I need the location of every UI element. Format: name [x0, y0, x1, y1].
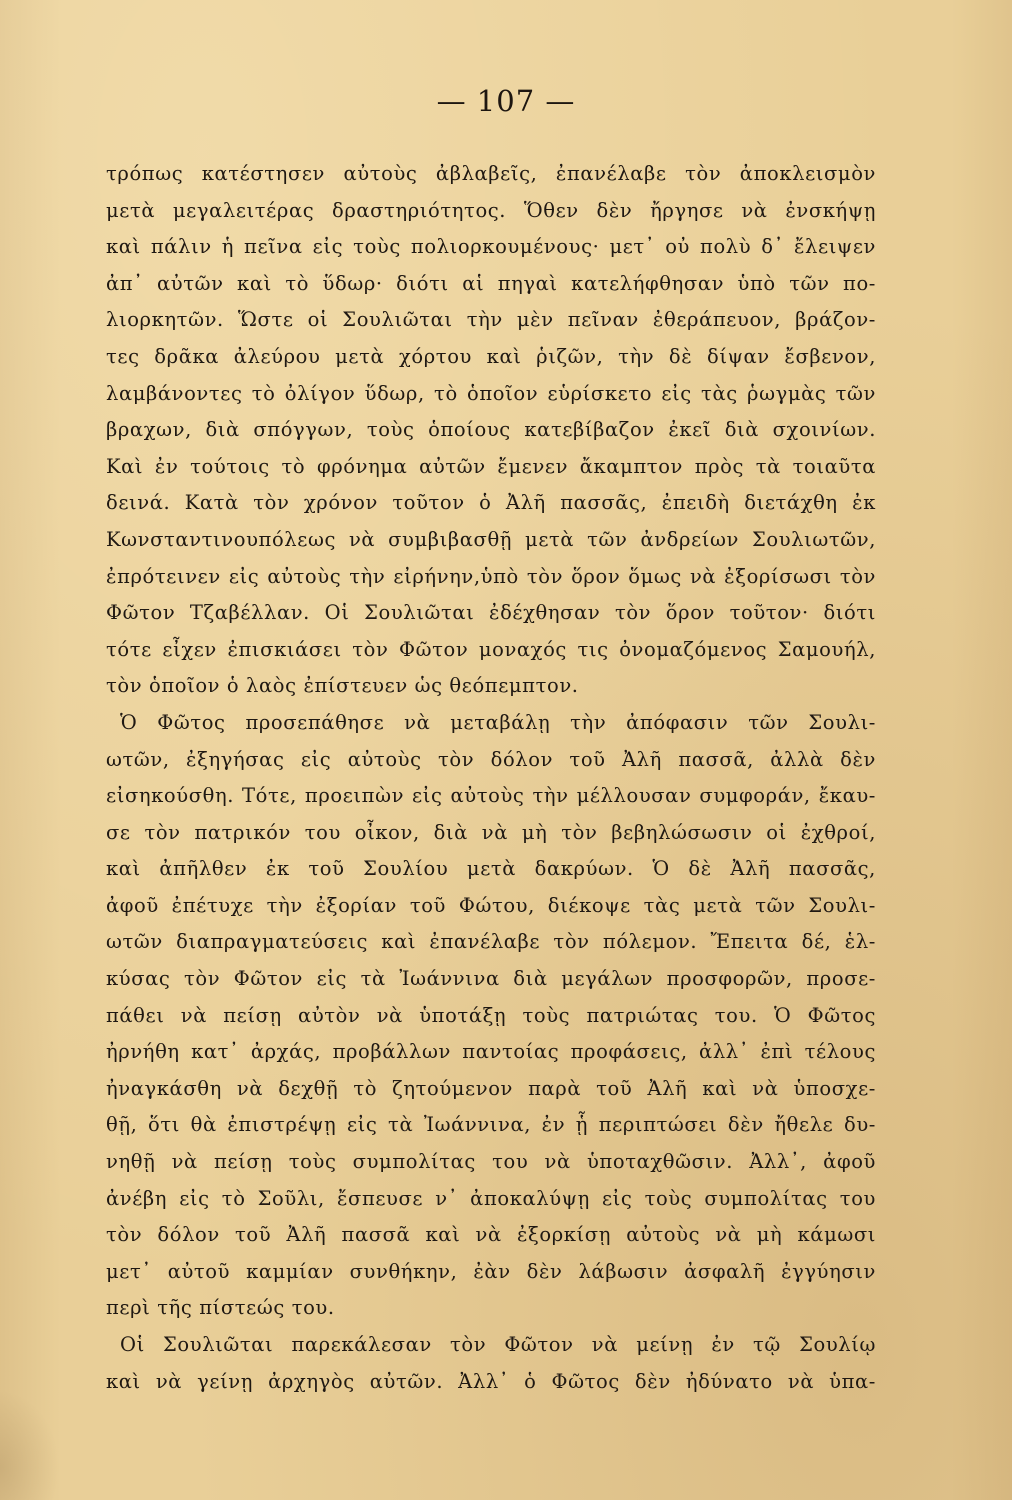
text-line: τες δρᾶκα ἀλεύρου μετὰ χόρτου καὶ ῥιζῶν, τὴν δὲ δίψαν ἔσβενον, [106, 344, 876, 368]
text-line: λαμβάνοντες τὸ ὀλίγον ὕδωρ, τὸ ὁποῖον εὑρίσκετο εἰς τὰς ῥωγμὰς τῶν [106, 381, 876, 405]
text-line: βραχων, διὰ σπόγγων, τοὺς ὁποίους κατεβίβαζον ἐκεῖ διὰ σχοινίων. [106, 418, 876, 442]
text-line: καὶ νὰ γείνῃ ἀρχηγὸς αὐτῶν. Ἀλλ᾽ ὁ Φῶτος δὲν ἠδύνατο νὰ ὑπα- [106, 1369, 876, 1393]
text-line: Καὶ ἐν τούτοις τὸ φρόνημα αὐτῶν ἔμενεν ἄκαμπτον πρὸς τὰ τοιαῦτα [106, 454, 876, 478]
text-line: τὸν ὁποῖον ὁ λαὸς ἐπίστευεν ὡς θεόπεμπτον. [106, 674, 579, 698]
text-line: περὶ τῆς πίστεώς του. [106, 1296, 335, 1320]
text-line: πάθει νὰ πείσῃ αὐτὸν νὰ ὑποτάξῃ τοὺς πατριώτας του. Ὁ Φῶτος [106, 1003, 876, 1027]
text-line: τρόπως κατέστησεν αὐτοὺς ἀβλαβεῖς, ἐπανέλαβε τὸν ἀποκλεισμὸν [106, 162, 876, 185]
text-line: ωτῶν διαπραγματεύσεις καὶ ἐπανέλαβε τὸν πόλεμον. Ἔπειτα δέ, ἑλ- [106, 930, 876, 954]
text-line: μετ᾽ αὐτοῦ καμμίαν συνθήκην, ἐὰν δὲν λάβωσιν ἀσφαλῆ ἐγγύησιν [106, 1259, 876, 1283]
text-line: σε τὸν πατρικόν του οἶκον, διὰ νὰ μὴ τὸν βεβηλώσωσιν οἱ ἐχθροί, [106, 820, 876, 844]
text-line: Ὁ Φῶτος προσεπάθησε νὰ μεταβάλῃ τὴν ἀπόφασιν τῶν Σουλι- [120, 710, 876, 734]
page-number: — 107 — [436, 84, 576, 118]
text-line: λιορκητῶν. Ὥστε οἱ Σουλιῶται τὴν μὲν πεῖναν ἐθεράπευον, βράζον- [106, 308, 876, 332]
text-line: ἀνέβη εἰς τὸ Σοῦλι, ἔσπευσε ν᾽ ἀποκαλύψῃ εἰς τοὺς συμπολίτας του [106, 1186, 876, 1210]
text-line: Κωνσταντινουπόλεως νὰ συμβιβασθῇ μετὰ τῶν ἀνδρείων Σουλιωτῶν, [106, 527, 876, 551]
text-line: ἀπ᾽ αὐτῶν καὶ τὸ ὕδωρ· διότι αἱ πηγαὶ κατελήφθησαν ὑπὸ τῶν πο- [106, 271, 876, 295]
text-line: καὶ πάλιν ἡ πεῖνα εἰς τοὺς πολιορκουμένους· μετ᾽ οὐ πολὺ δ᾽ ἔλειψεν [106, 235, 876, 259]
text-line: τὸν δόλον τοῦ Ἀλῆ πασσᾶ καὶ νὰ ἐξορκίσῃ αὐτοὺς νὰ μὴ κάμωσι [106, 1223, 876, 1247]
text-line: δεινά. Κατὰ τὸν χρόνον τοῦτον ὁ Ἀλῆ πασσᾶς, ἐπειδὴ διετάχθη ἐκ [106, 491, 876, 515]
text-line: νηθῇ νὰ πείσῃ τοὺς συμπολίτας του νὰ ὑποταχθῶσιν. Ἀλλ᾽, ἀφοῦ [106, 1150, 876, 1174]
text-line: ωτῶν, ἐξηγήσας εἰς αὐτοὺς τὸν δόλον τοῦ Ἀλῆ πασσᾶ, ἀλλὰ δὲν [106, 747, 876, 771]
body-text [106, 156, 876, 1400]
text-line: ἀφοῦ ἐπέτυχε τὴν ἐξορίαν τοῦ Φώτου, διέκοψε τὰς μετὰ τῶν Σουλι- [106, 893, 876, 917]
text-line: εἰσηκούσθη. Τότε, προειπὼν εἰς αὐτοὺς τὴν μέλλουσαν συμφοράν, ἔκαυ- [106, 784, 876, 808]
text-line: Φῶτον Τζαβέλλαν. Οἱ Σουλιῶται ἐδέχθησαν τὸν ὅρον τοῦτον· διότι [106, 601, 876, 625]
text-line: τότε εἶχεν ἐπισκιάσει τὸν Φῶτον μοναχός τις ὀνομαζόμενος Σαμουήλ, [106, 637, 876, 661]
text-line: ἐπρότεινεν εἰς αὐτοὺς τὴν εἰρήνην,ὑπὸ τὸν ὅρον ὅμως νὰ ἐξορίσωσι τὸν [106, 564, 876, 588]
paper-stain [0, 1390, 60, 1500]
text-line: ἠρνήθη κατ᾽ ἀρχάς, προβάλλων παντοίας προφάσεις, ἀλλ᾽ ἐπὶ τέλους [106, 1040, 876, 1064]
text-line: Οἱ Σουλιῶται παρεκάλεσαν τὸν Φῶτον νὰ μείνῃ ἐν τῷ Σουλίῳ [120, 1333, 876, 1356]
text-line: θῇ, ὅτι θὰ ἐπιστρέψῃ εἰς τὰ Ἰωάννινα, ἐν ᾗ περιπτώσει δὲν ἤθελε δυ- [106, 1113, 876, 1137]
text-line: κύσας τὸν Φῶτον εἰς τὰ Ἰωάννινα διὰ μεγάλων προσφορῶν, προσε- [106, 967, 876, 991]
text-line: μετὰ μεγαλειτέρας δραστηριότητος. Ὅθεν δὲν ἤργησε νὰ ἐνσκήψῃ [106, 198, 876, 222]
text-line: καὶ ἀπῆλθεν ἐκ τοῦ Σουλίου μετὰ δακρύων. Ὁ δὲ Ἀλῆ πασσᾶς, [106, 857, 876, 881]
text-line: ἠναγκάσθη νὰ δεχθῇ τὸ ζητούμενον παρὰ τοῦ Ἀλῆ καὶ νὰ ὑποσχε- [106, 1076, 876, 1100]
